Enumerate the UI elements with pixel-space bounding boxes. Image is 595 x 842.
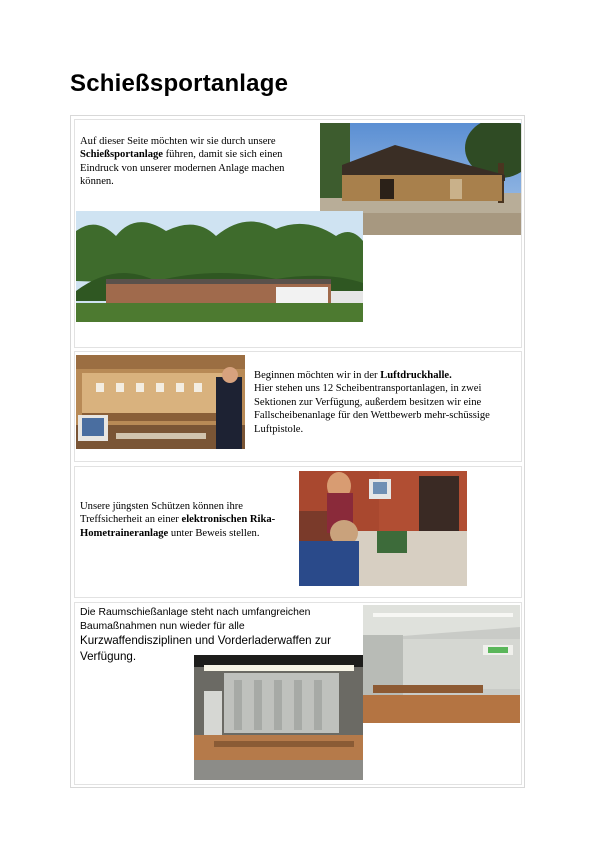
air-gun-hall-text-post: Hier stehen uns 12 Scheibentransportanlagen, in zwei Sektionen zur Verfügung, außerdem besitzen wir eine Fallscheibenanlage für den Wettbewerb mehr-schüssige Luftpistole. — [254, 383, 490, 435]
kids-training-photo — [299, 471, 467, 586]
range-room-photo — [194, 655, 363, 780]
air-gun-hall-text-pre: Beginnen möchten wir in der — [254, 370, 381, 381]
intro-text-pre: Auf dieser Seite möchten wir sie durch unsere — [80, 136, 276, 147]
hometrainer-text — [80, 500, 292, 540]
air-gun-hall-photo — [76, 355, 245, 449]
page-title: Schießsportanlage — [70, 70, 289, 97]
air-gun-hall-text — [254, 369, 514, 436]
range-building-photo — [76, 211, 363, 322]
firing-line-photo — [363, 605, 520, 723]
hometrainer-text-bold: elektronischen Rika-Hometraineranlage — [80, 514, 276, 539]
hometrainer-text-post: unter Beweis stellen. — [168, 527, 260, 539]
air-gun-hall-text-bold: Luftdruckhalle. — [380, 370, 452, 381]
intro-text — [80, 135, 315, 189]
intro-text-bold: Schießsportanlage — [80, 149, 163, 161]
intro-text-post: führen, damit sie sich einen Eindruck von unserer modernen Anlage machen können. — [80, 149, 285, 188]
indoor-range-text-a: Die Raumschießanlage steht nach umfangreichen Baumaßnahmen nun wieder für alle — [80, 607, 311, 632]
indoor-range-text-b: Kurzwaffendisziplinen und Vorderladerwaffen zur Verfügung. — [80, 634, 331, 664]
hometrainer-text-pre: Unsere jüngsten Schützen können ihre Treffsicherheit an einer — [80, 501, 243, 526]
